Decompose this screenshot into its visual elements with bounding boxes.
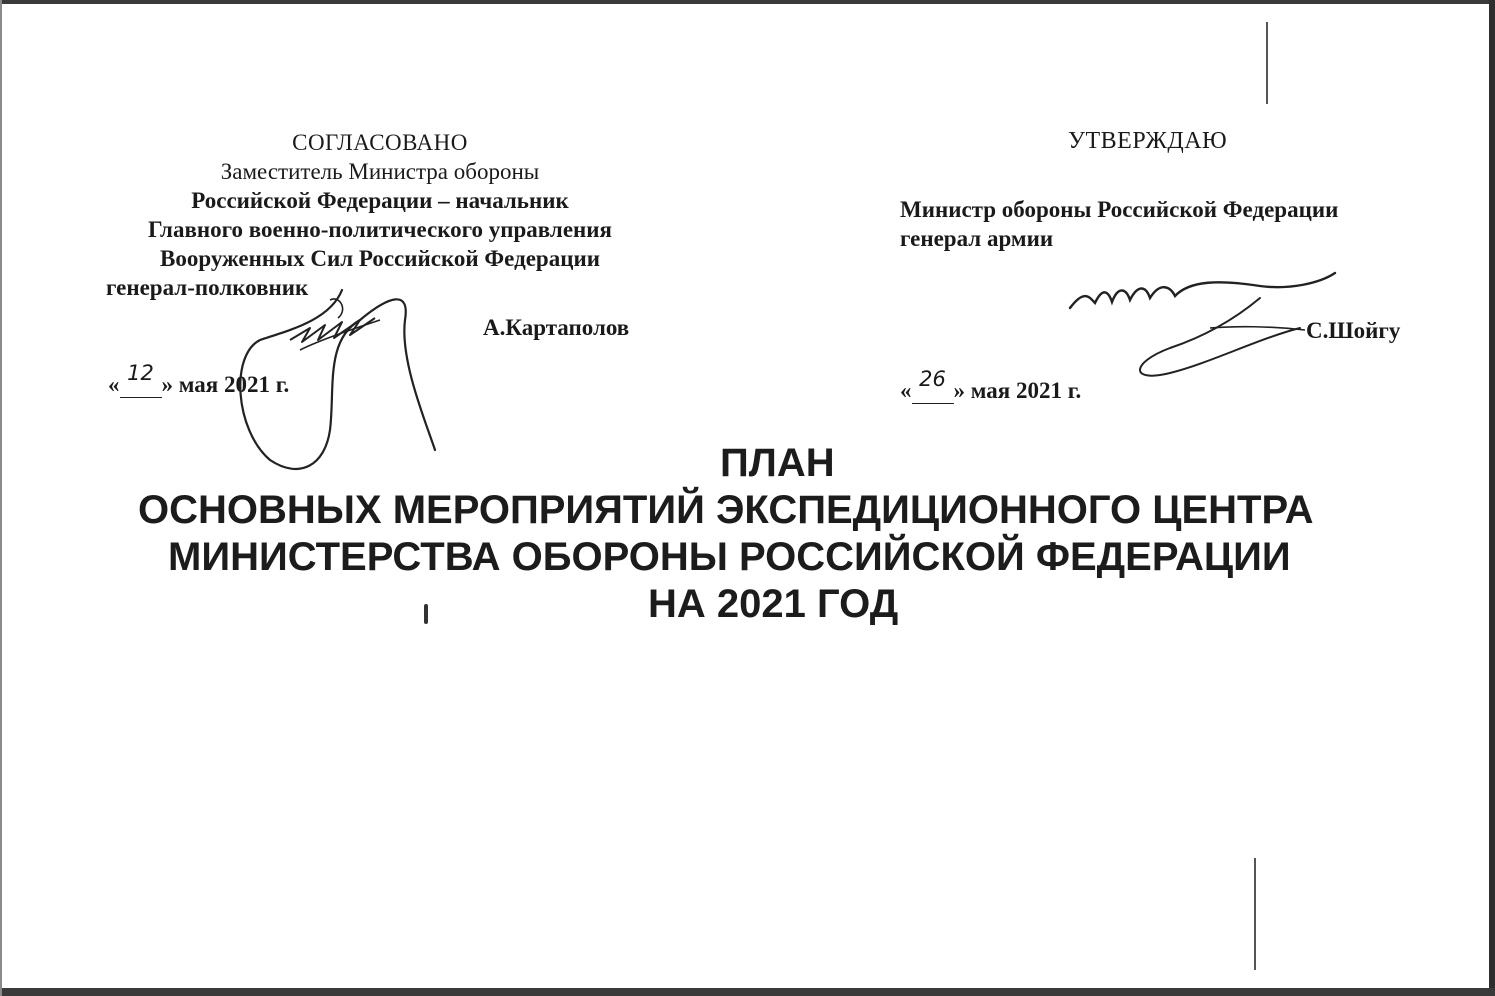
- document-title-line-2: ОСНОВНЫХ МЕРОПРИЯТИЙ ЭКСПЕДИЦИОННОГО ЦЕНТРА: [138, 488, 1314, 532]
- scan-edge-bottom: [0, 988, 1495, 996]
- approval-left-rank: генерал-полковник: [106, 275, 309, 300]
- date-right-day-field: [912, 367, 954, 404]
- approval-left-heading: СОГЛАСОВАНО: [292, 130, 468, 155]
- date-right-open-quote: «: [900, 378, 912, 403]
- signature-right-drawing: [1060, 268, 1360, 388]
- approval-left-signatory: А.Картаполов: [483, 315, 630, 340]
- approval-left-line-4: Вооруженных Сил Российской Федерации: [160, 246, 600, 271]
- scan-edge-right: [1489, 0, 1495, 996]
- date-right-month-year: » мая 2021 г.: [953, 378, 1082, 403]
- document-title-line-1: ПЛАН: [720, 441, 835, 485]
- scan-edge-top: [0, 0, 1495, 4]
- document-title-line-4: НА 2021 ГОД: [648, 582, 899, 626]
- scan-artifact-mark: [424, 604, 428, 624]
- approval-right-title: [900, 195, 1338, 253]
- scan-artifact-line-top: [1266, 22, 1268, 104]
- date-left-day-field: [120, 361, 162, 398]
- signature-left-drawing: [230, 280, 450, 480]
- date-left-month-year: » мая 2021 г.: [161, 372, 290, 397]
- approval-left-line-2: Российской Федерации – начальник: [191, 188, 569, 213]
- approval-left-block: [100, 128, 660, 340]
- scan-artifact-line-bottom: [1254, 858, 1256, 970]
- approval-right-line-2: генерал армии: [900, 226, 1054, 251]
- approval-right-date: [900, 367, 1082, 404]
- document-title-line-3: МИНИСТЕРСТВА ОБОРОНЫ РОССИЙСКОЙ ФЕДЕРАЦИИ: [168, 535, 1291, 579]
- approval-right-heading: УТВЕРЖДАЮ: [1068, 128, 1228, 154]
- scan-edge-left: [0, 0, 2, 996]
- approval-right-line-1: Министр обороны Российской Федерации: [900, 197, 1339, 222]
- approval-left-line-1: Заместитель Министра обороны: [220, 159, 540, 184]
- date-left-open-quote: «: [108, 372, 120, 397]
- approval-right-signatory: С.Шойгу: [1306, 318, 1401, 343]
- date-right-day: 26: [919, 367, 946, 391]
- approval-left-line-3: Главного военно-политического управления: [148, 217, 612, 242]
- date-left-day: 12: [127, 361, 154, 385]
